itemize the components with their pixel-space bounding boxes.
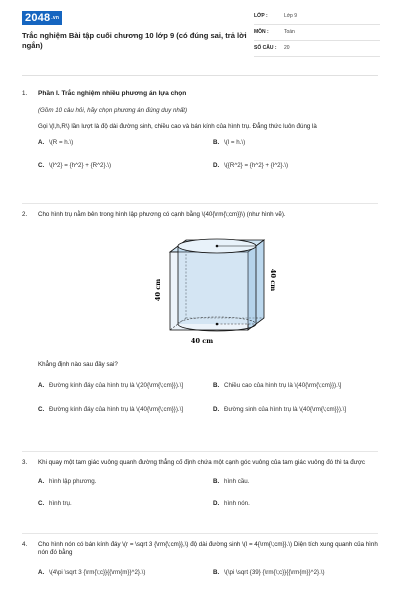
dimension-label-left: 40 cm bbox=[154, 278, 162, 302]
divider bbox=[22, 75, 378, 76]
meta-key: LỚP : bbox=[254, 13, 268, 20]
option-c[interactable] bbox=[38, 499, 203, 509]
option-text: Đường kính đáy của hình trụ là \(40{\rm{\;cm}}).\] bbox=[49, 406, 184, 414]
option-d[interactable] bbox=[213, 405, 378, 415]
option-text: hình trụ. bbox=[49, 500, 72, 508]
question-number: 3. bbox=[22, 459, 28, 466]
option-text: hình nón. bbox=[224, 500, 250, 508]
divider bbox=[22, 451, 378, 452]
option-b[interactable] bbox=[213, 381, 378, 391]
option-text: hình lập phương. bbox=[49, 478, 97, 486]
options-grid bbox=[38, 381, 378, 415]
option-label: C. bbox=[38, 500, 45, 508]
divider bbox=[22, 203, 378, 204]
question-number: 2. bbox=[22, 211, 28, 218]
option-a[interactable] bbox=[38, 139, 203, 149]
option-label: B. bbox=[213, 139, 220, 147]
option-b[interactable] bbox=[213, 139, 378, 149]
option-text: \(4\pi \sqrt 3 {\rm{\;c}}{{\rm{m}}^2}.\) bbox=[49, 568, 146, 576]
option-a[interactable] bbox=[38, 568, 203, 578]
option-text: Đường kính đáy của hình trụ là \(20{\rm{\;cm}}).\] bbox=[49, 382, 184, 390]
question-3 bbox=[22, 459, 378, 509]
question-4 bbox=[22, 541, 378, 578]
options-grid bbox=[38, 139, 378, 172]
option-text: Chiều cao của hình trụ là \(40{\rm{\;cm}}).\] bbox=[224, 382, 342, 390]
meta-row-count bbox=[254, 41, 380, 57]
meta-key: SỐ CÂU : bbox=[254, 45, 277, 52]
question-number: 1. bbox=[22, 90, 28, 97]
option-text: \({R^2} = {h^2} + {l^2}.\) bbox=[224, 162, 289, 170]
site-logo[interactable] bbox=[22, 11, 62, 25]
meta-value: 20 bbox=[284, 45, 290, 52]
meta-table bbox=[254, 9, 380, 57]
logo-main: 2048 bbox=[25, 11, 51, 24]
meta-row-class bbox=[254, 9, 380, 25]
option-label: A. bbox=[38, 139, 45, 147]
option-label: C. bbox=[38, 162, 45, 170]
option-label: A. bbox=[38, 478, 45, 486]
question-2-prompt bbox=[22, 361, 378, 415]
options-grid bbox=[38, 477, 378, 509]
option-label: B. bbox=[213, 478, 220, 486]
option-label: D. bbox=[213, 162, 220, 170]
meta-value: Toán bbox=[284, 29, 295, 36]
option-label: A. bbox=[38, 568, 45, 576]
question-number: 4. bbox=[22, 541, 28, 548]
question-2 bbox=[22, 211, 378, 219]
option-d[interactable] bbox=[213, 162, 378, 172]
option-label: D. bbox=[213, 500, 220, 508]
question-text: Gọi \(l,h,R\) lần lượt là độ dài đường sinh, chiều cao và bán kính của hình trụ. Đẳng thức luôn đúng là bbox=[38, 123, 317, 131]
option-label: D. bbox=[213, 406, 220, 414]
question-text: Khi quay một tam giác vuông quanh đường thẳng cố định chứa một cạnh góc vuông của tam giác vuông đó thì ta được bbox=[38, 459, 366, 466]
option-text: \(R = h.\) bbox=[49, 139, 74, 147]
meta-row-subject bbox=[254, 25, 380, 41]
part-note: (Gồm 10 câu hỏi, hãy chọn phương án đúng duy nhất) bbox=[38, 106, 188, 114]
document-header bbox=[0, 0, 400, 68]
divider bbox=[22, 533, 378, 534]
meta-key: MÔN : bbox=[254, 29, 269, 36]
option-c[interactable] bbox=[38, 162, 203, 172]
option-text: \(\pi \sqrt {39} {\rm{\;c}}{{\rm{m}}^2}.\) bbox=[224, 568, 325, 576]
option-label: C. bbox=[38, 406, 45, 414]
top-center-point bbox=[216, 245, 219, 248]
option-text: hình cầu. bbox=[224, 478, 250, 486]
question-prompt: Khẳng định nào sau đây sai? bbox=[38, 361, 118, 368]
cylinder-body bbox=[178, 246, 256, 324]
option-d[interactable] bbox=[213, 499, 378, 509]
option-a[interactable] bbox=[38, 477, 203, 487]
question-text: Cho hình trụ nằm bên trong hình lập phương có cạnh bằng \(40{\rm{\;cm}}\) (như hình vẽ). bbox=[38, 211, 286, 218]
dimension-label-right: 40 cm bbox=[269, 268, 277, 292]
options-grid bbox=[38, 568, 378, 578]
option-text: \(l = h.\) bbox=[224, 139, 246, 147]
option-label: B. bbox=[213, 382, 220, 390]
option-a[interactable] bbox=[38, 381, 203, 391]
document-title: Trắc nghiệm Bài tập cuối chương 10 lớp 9 (có đúng sai, trả lời ngắn) bbox=[22, 31, 247, 50]
option-b[interactable] bbox=[213, 477, 378, 487]
meta-value: Lớp 9 bbox=[284, 13, 298, 20]
dimension-label-bottom: 40 cm bbox=[190, 337, 214, 345]
option-text: \(l^2} = {h^2} + {R^2}.\) bbox=[49, 162, 112, 170]
option-text: Đường sinh của hình trụ là \(40{\rm{\;cm}}).\] bbox=[224, 406, 347, 414]
question-1 bbox=[22, 90, 378, 172]
part-title: Phần I. Trắc nghiệm nhiều phương án lựa chọn bbox=[38, 90, 187, 97]
option-label: A. bbox=[38, 382, 45, 390]
option-label: B. bbox=[213, 568, 220, 576]
cylinder-in-cube-figure bbox=[140, 232, 280, 352]
option-b[interactable] bbox=[213, 568, 378, 578]
option-c[interactable] bbox=[38, 405, 203, 415]
question-text: Cho hình nón có bán kính đáy \(r = \sqrt 3 {\rm{\;cm}},\) độ dài đường sinh \(l = 4{\rm{\;cm}}.\) Diện tích xung quanh của hình nón đó bằng bbox=[38, 541, 378, 557]
logo-suffix: .vn bbox=[51, 14, 60, 21]
bottom-center-point bbox=[216, 323, 219, 326]
